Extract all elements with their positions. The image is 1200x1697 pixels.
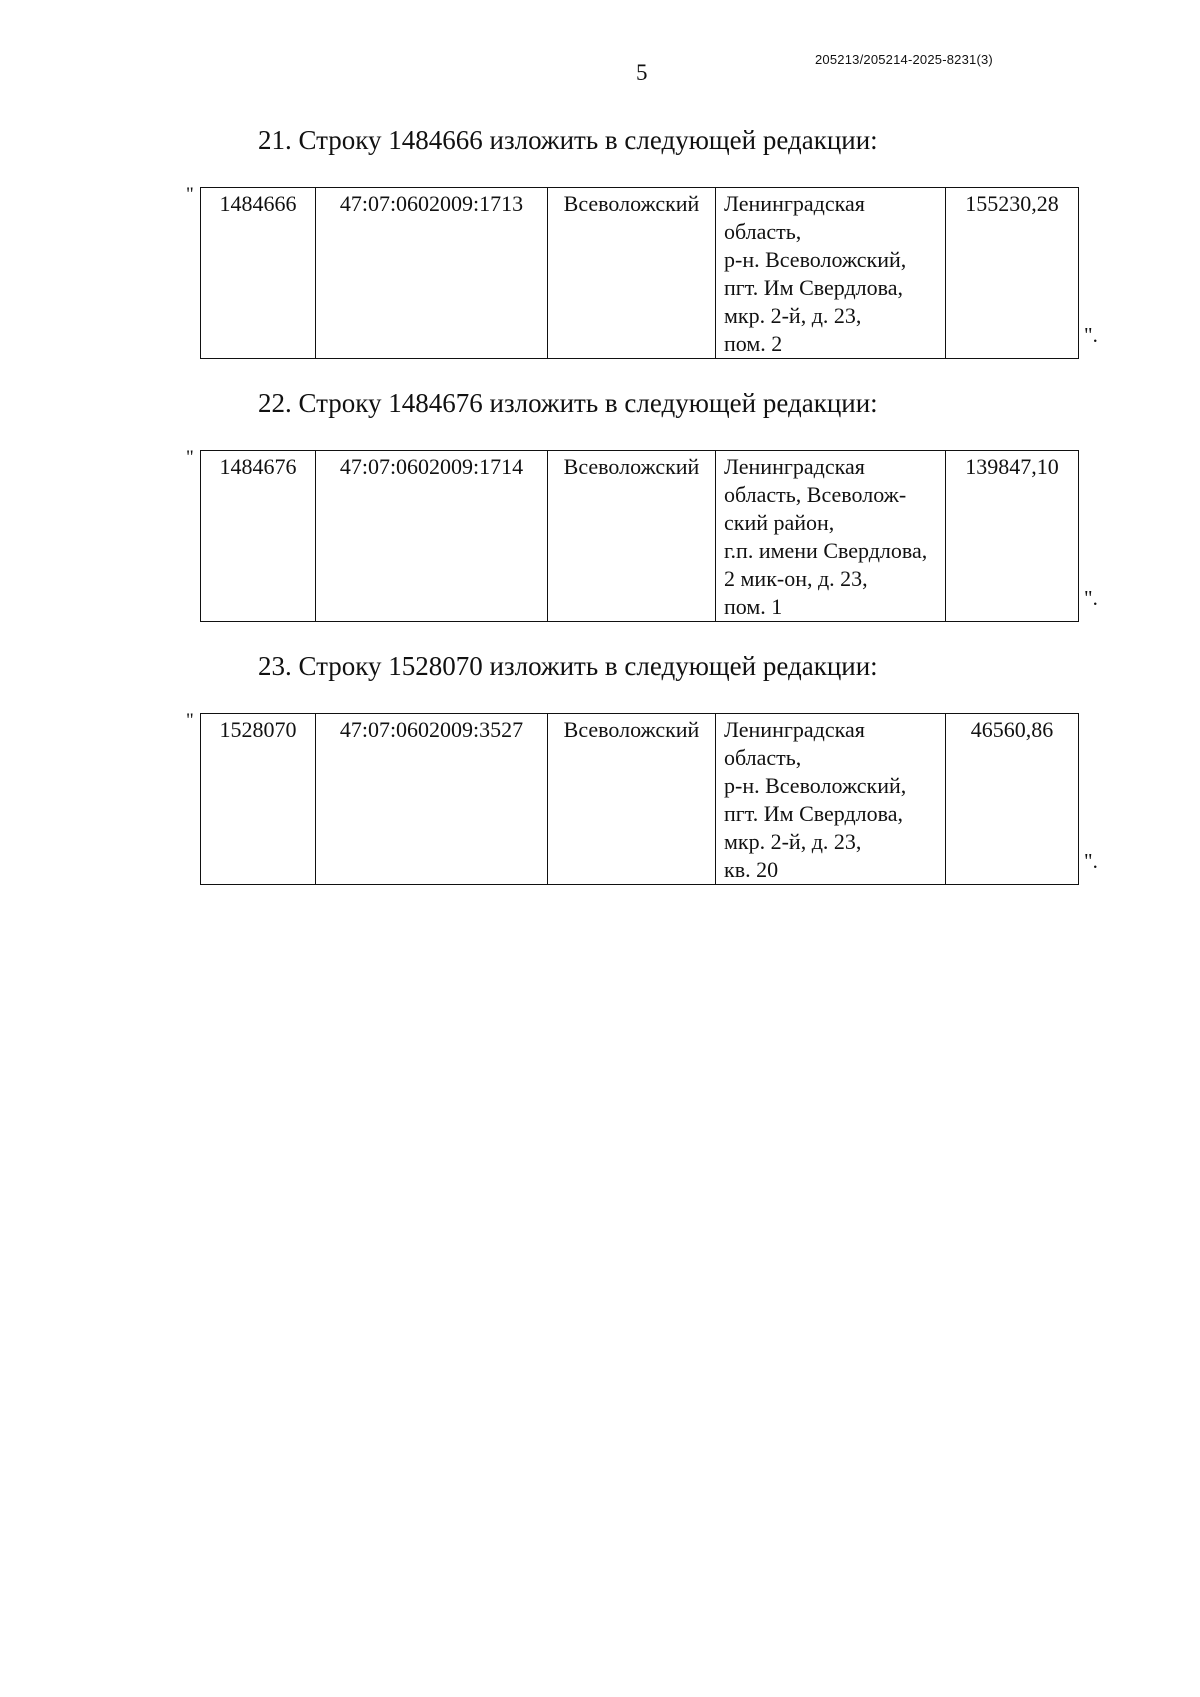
table-row xyxy=(201,714,1079,885)
closing-quote: ". xyxy=(1084,323,1098,347)
address-line: мкр. 2-й, д. 23, xyxy=(724,829,862,854)
district-cell: Всеволожский xyxy=(548,451,716,622)
address-line: мкр. 2-й, д. 23, xyxy=(724,303,862,328)
address-line: Ленинградская xyxy=(724,717,865,742)
table-row xyxy=(201,188,1079,359)
row-id-cell: 1484666 xyxy=(201,188,316,359)
address-cell xyxy=(716,451,946,622)
address-line: ский район, xyxy=(724,510,835,535)
table-row xyxy=(201,451,1079,622)
cadastral-number-cell: 47:07:0602009:3527 xyxy=(316,714,548,885)
amendment-section-23 xyxy=(0,651,1200,891)
closing-quote: ". xyxy=(1084,586,1098,610)
amendment-section-22 xyxy=(0,388,1200,628)
address-line: р-н. Всеволожский, xyxy=(724,773,907,798)
value-cell: 139847,10 xyxy=(946,451,1079,622)
row-id-cell: 1484676 xyxy=(201,451,316,622)
address-line: Ленинградская xyxy=(724,454,865,479)
amendment-table xyxy=(200,713,1079,885)
address-line: область, xyxy=(724,219,802,244)
address-line: пом. 2 xyxy=(724,331,783,356)
closing-quote: ". xyxy=(1084,849,1098,873)
value-cell: 155230,28 xyxy=(946,188,1079,359)
document-code: 205213/205214-2025-8231(3) xyxy=(815,52,993,67)
page-number: 5 xyxy=(636,60,648,85)
address-line: кв. 20 xyxy=(724,857,779,882)
address-line: Ленинградская xyxy=(724,191,865,216)
opening-quote: " xyxy=(186,184,194,205)
amendment-heading: 23. Строку 1528070 изложить в следующей редакции: xyxy=(258,651,878,681)
amendment-heading: 22. Строку 1484676 изложить в следующей редакции: xyxy=(258,388,878,418)
address-line: г.п. имени Свердлова, xyxy=(724,538,928,563)
cadastral-number-cell: 47:07:0602009:1714 xyxy=(316,451,548,622)
amendment-section-21 xyxy=(0,125,1200,365)
amendment-table xyxy=(200,450,1079,622)
amendment-heading: 21. Строку 1484666 изложить в следующей редакции: xyxy=(258,125,878,155)
address-line: 2 мик-он, д. 23, xyxy=(724,566,868,591)
address-line: область, xyxy=(724,745,802,770)
address-line: область, Всеволож- xyxy=(724,482,907,507)
opening-quote: " xyxy=(186,447,194,468)
value-cell: 46560,86 xyxy=(946,714,1079,885)
address-line: р-н. Всеволожский, xyxy=(724,247,907,272)
opening-quote: " xyxy=(186,710,194,731)
district-cell: Всеволожский xyxy=(548,188,716,359)
address-cell xyxy=(716,714,946,885)
amendment-table xyxy=(200,187,1079,359)
cadastral-number-cell: 47:07:0602009:1713 xyxy=(316,188,548,359)
address-line: пом. 1 xyxy=(724,594,783,619)
district-cell: Всеволожский xyxy=(548,714,716,885)
address-line: пгт. Им Свердлова, xyxy=(724,801,904,826)
address-line: пгт. Им Свердлова, xyxy=(724,275,904,300)
row-id-cell: 1528070 xyxy=(201,714,316,885)
address-cell xyxy=(716,188,946,359)
